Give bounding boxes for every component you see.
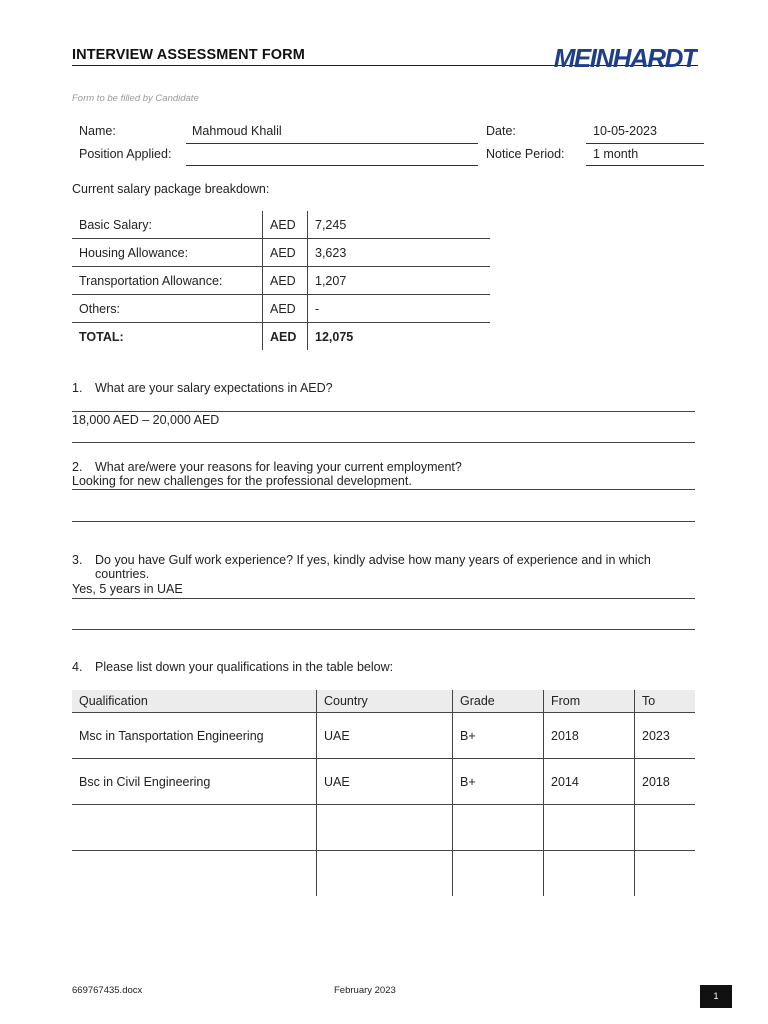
question-number: 2. bbox=[72, 460, 83, 474]
grade-cell[interactable]: B+ bbox=[453, 759, 544, 805]
qualification-cell[interactable]: Bsc in Civil Engineering bbox=[72, 759, 317, 805]
salary-total-label: TOTAL: bbox=[72, 323, 263, 351]
notice-value[interactable]: 1 month bbox=[593, 147, 639, 161]
column-header-from: From bbox=[544, 690, 635, 713]
column-header-country: Country bbox=[317, 690, 453, 713]
country-cell[interactable]: UAE bbox=[317, 759, 453, 805]
date-underline bbox=[586, 143, 704, 144]
question-number: 3. bbox=[72, 553, 83, 567]
notice-label: Notice Period: bbox=[486, 147, 565, 161]
question-3-continuation: countries. bbox=[95, 567, 150, 581]
footer-date: February 2023 bbox=[334, 985, 396, 996]
from-cell[interactable] bbox=[544, 851, 635, 897]
answer-2[interactable]: Looking for new challenges for the professional development. bbox=[72, 474, 412, 488]
salary-row bbox=[72, 267, 490, 295]
to-cell[interactable] bbox=[635, 851, 696, 897]
qualification-cell[interactable] bbox=[72, 851, 317, 897]
from-cell[interactable] bbox=[544, 805, 635, 851]
question-number: 1. bbox=[72, 381, 83, 395]
position-underline bbox=[186, 165, 478, 166]
answer-3[interactable]: Yes, 5 years in UAE bbox=[72, 582, 183, 596]
table-row bbox=[72, 713, 695, 759]
to-cell[interactable]: 2018 bbox=[635, 759, 696, 805]
salary-currency: AED bbox=[263, 267, 308, 295]
question-text: Please list down your qualifications in the table below: bbox=[95, 660, 394, 674]
country-cell[interactable] bbox=[317, 851, 453, 897]
answer-line bbox=[72, 598, 695, 599]
salary-heading: Current salary package breakdown: bbox=[72, 182, 270, 196]
salary-amount[interactable]: - bbox=[308, 295, 491, 323]
salary-currency: AED bbox=[263, 295, 308, 323]
to-cell[interactable] bbox=[635, 805, 696, 851]
salary-row bbox=[72, 211, 490, 239]
grade-cell[interactable] bbox=[453, 805, 544, 851]
salary-currency: AED bbox=[263, 239, 308, 267]
to-cell[interactable]: 2023 bbox=[635, 713, 696, 759]
question-text: Do you have Gulf work experience? If yes, kindly advise how many years of experience and in which bbox=[95, 553, 651, 567]
page-number: 1 bbox=[700, 985, 732, 1008]
table-row bbox=[72, 759, 695, 805]
form-title: INTERVIEW ASSESSMENT FORM bbox=[72, 47, 305, 63]
salary-total-row bbox=[72, 323, 490, 351]
notice-underline bbox=[586, 165, 704, 166]
salary-amount[interactable]: 1,207 bbox=[308, 267, 491, 295]
from-cell[interactable]: 2014 bbox=[544, 759, 635, 805]
name-value[interactable]: Mahmoud Khalil bbox=[192, 124, 282, 138]
question-number: 4. bbox=[72, 660, 83, 674]
qualification-cell[interactable]: Msc in Tansportation Engineering bbox=[72, 713, 317, 759]
table-row bbox=[72, 805, 695, 851]
salary-table bbox=[72, 211, 490, 350]
qualification-cell[interactable] bbox=[72, 805, 317, 851]
salary-amount[interactable]: 7,245 bbox=[308, 211, 491, 239]
column-header-to: To bbox=[635, 690, 696, 713]
form-subtitle: Form to be filled by Candidate bbox=[72, 93, 199, 104]
answer-line bbox=[72, 442, 695, 443]
position-label: Position Applied: bbox=[79, 147, 172, 161]
date-label: Date: bbox=[486, 124, 516, 138]
name-label: Name: bbox=[79, 124, 116, 138]
salary-total-amount[interactable]: 12,075 bbox=[315, 329, 354, 344]
column-header-qualification: Qualification bbox=[72, 690, 317, 713]
name-underline bbox=[186, 143, 478, 144]
question-3 bbox=[72, 553, 651, 567]
salary-total-currency: AED bbox=[263, 323, 308, 351]
svg-text:MEINHARDT: MEINHARDT bbox=[553, 45, 697, 73]
grade-cell[interactable]: B+ bbox=[453, 713, 544, 759]
date-value[interactable]: 10-05-2023 bbox=[593, 124, 657, 138]
salary-row bbox=[72, 239, 490, 267]
question-2 bbox=[72, 460, 462, 474]
question-1 bbox=[72, 381, 333, 395]
qualifications-header-row bbox=[72, 690, 695, 713]
qualifications-table bbox=[72, 690, 695, 896]
country-cell[interactable] bbox=[317, 805, 453, 851]
answer-line bbox=[72, 521, 695, 522]
question-text: What are your salary expectations in AED? bbox=[95, 381, 333, 395]
column-header-grade: Grade bbox=[453, 690, 544, 713]
table-row bbox=[72, 851, 695, 897]
answer-line bbox=[72, 411, 695, 412]
salary-row bbox=[72, 295, 490, 323]
salary-amount[interactable]: 3,623 bbox=[308, 239, 491, 267]
salary-label: Housing Allowance: bbox=[72, 239, 263, 267]
answer-line bbox=[72, 489, 695, 490]
salary-label: Transportation Allowance: bbox=[72, 267, 263, 295]
salary-label: Others: bbox=[72, 295, 263, 323]
answer-line bbox=[72, 629, 695, 630]
question-text: What are/were your reasons for leaving your current employment? bbox=[95, 460, 462, 474]
salary-currency: AED bbox=[263, 211, 308, 239]
from-cell[interactable]: 2018 bbox=[544, 713, 635, 759]
footer-filename: 669767435.docx bbox=[72, 985, 143, 996]
salary-label: Basic Salary: bbox=[72, 211, 263, 239]
answer-1[interactable]: 18,000 AED – 20,000 AED bbox=[72, 413, 220, 427]
question-4 bbox=[72, 660, 393, 674]
grade-cell[interactable] bbox=[453, 851, 544, 897]
meinhardt-logo bbox=[553, 45, 698, 73]
country-cell[interactable]: UAE bbox=[317, 713, 453, 759]
